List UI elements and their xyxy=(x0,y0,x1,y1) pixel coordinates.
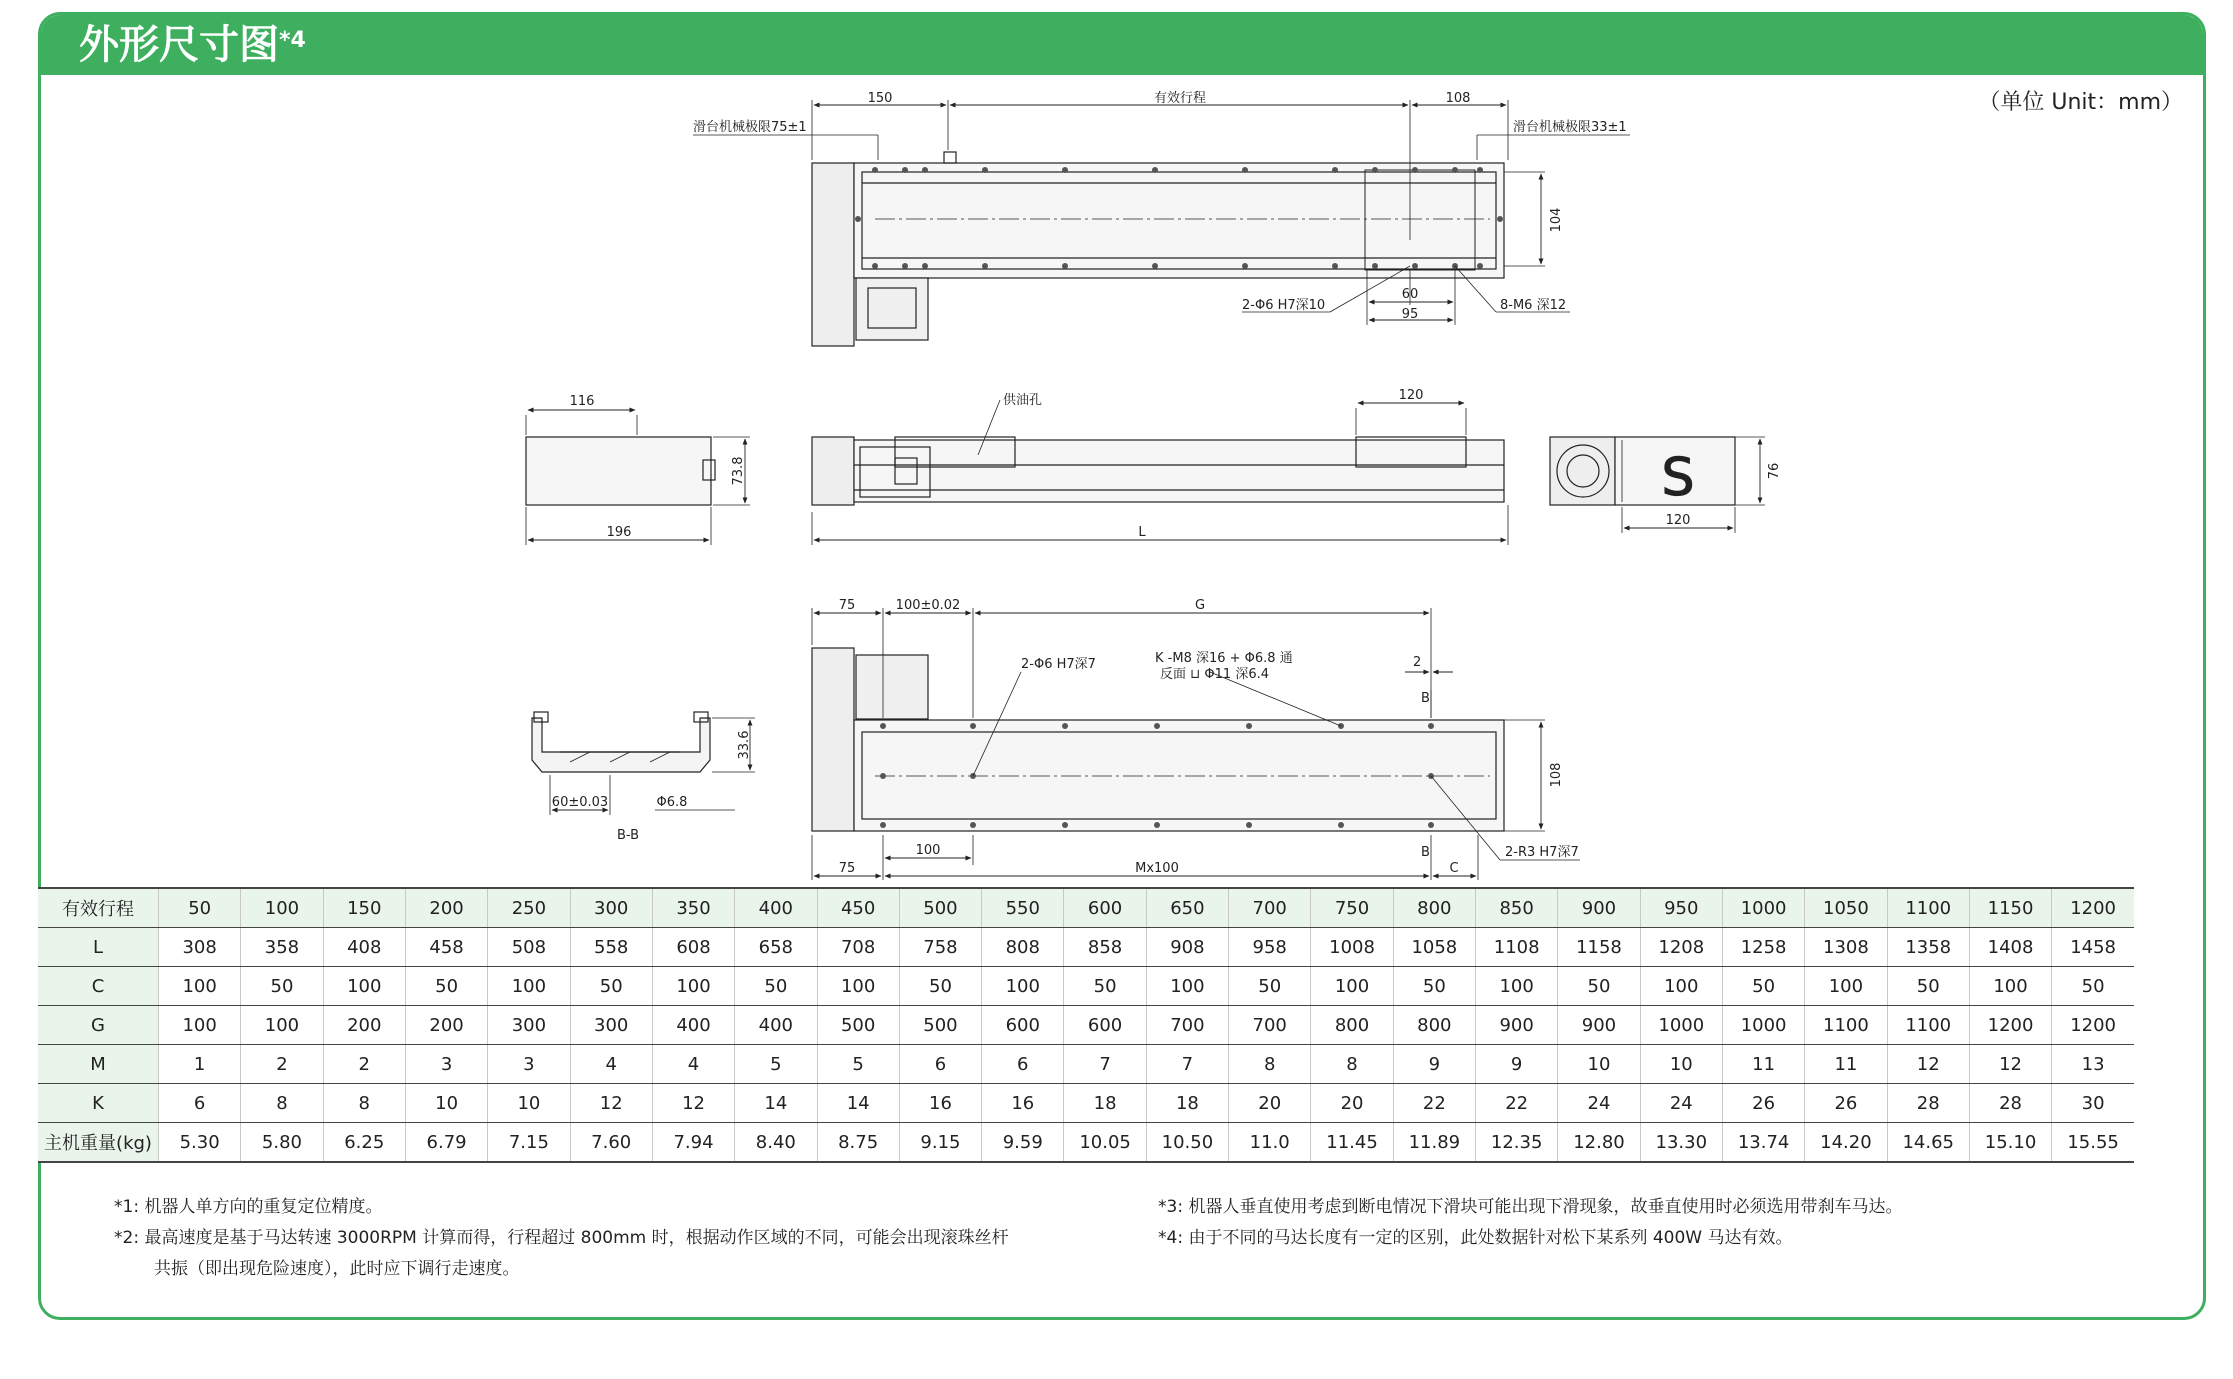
table-cell: 5 xyxy=(817,1045,899,1084)
table-cell: 1200 xyxy=(2052,888,2134,928)
table-cell: 24 xyxy=(1640,1084,1722,1123)
dim-100: 100 xyxy=(915,843,941,858)
table-cell: 8 xyxy=(1311,1045,1393,1084)
table-cell: 6.25 xyxy=(323,1123,405,1163)
table-cell: 300 xyxy=(570,1006,652,1045)
table-cell: 100 xyxy=(241,888,323,928)
table-cell: 1000 xyxy=(1640,1006,1722,1045)
spec-table xyxy=(38,887,2134,1163)
table-cell: 11.0 xyxy=(1229,1123,1311,1163)
table-cell: 500 xyxy=(899,1006,981,1045)
section-60: 60±0.03 xyxy=(551,795,609,810)
dim-76: 76 xyxy=(1767,462,1782,480)
table-cell: 12 xyxy=(570,1084,652,1123)
row-header: L xyxy=(38,928,159,967)
table-cell: 558 xyxy=(570,928,652,967)
table-cell: 50 xyxy=(1722,967,1804,1006)
note-1: *1: 机器人单方向的重复定位精度。 xyxy=(114,1197,383,1217)
dim-73-8: 73.8 xyxy=(731,456,746,486)
row-header: M xyxy=(38,1045,159,1084)
note-3: *3: 机器人垂直使用考虑到断电情况下滑块可能出现下滑现象，故垂直使用时必须选用带刹车马达。 xyxy=(1158,1197,1903,1217)
table-cell: 608 xyxy=(652,928,734,967)
table-cell: 18 xyxy=(1064,1084,1146,1123)
table-cell: 50 xyxy=(735,967,817,1006)
table-cell: 18 xyxy=(1146,1084,1228,1123)
side-view xyxy=(526,400,1765,545)
oil-hole-label: 供油孔 xyxy=(1003,393,1043,408)
dim-B1: B xyxy=(1421,691,1430,706)
table-cell: 1200 xyxy=(2052,1006,2134,1045)
table-cell: 3 xyxy=(405,1045,487,1084)
table-cell: 500 xyxy=(817,1006,899,1045)
dim-100-002: 100±0.02 xyxy=(895,598,961,613)
dim-108: 108 xyxy=(1549,762,1564,788)
table-cell: 8 xyxy=(323,1084,405,1123)
table-cell: 100 xyxy=(159,1006,241,1045)
table-cell: 10.05 xyxy=(1064,1123,1146,1163)
table-cell: 11 xyxy=(1805,1045,1887,1084)
r-hole-label: 2-R3 H7深7 xyxy=(1505,845,1579,860)
table-cell: 100 xyxy=(1146,967,1228,1006)
table-cell: 1150 xyxy=(1969,888,2051,928)
table-cell: 10 xyxy=(1640,1045,1722,1084)
table-cell: 20 xyxy=(1311,1084,1393,1123)
table-cell: 50 xyxy=(899,967,981,1006)
table-cell: 400 xyxy=(652,1006,734,1045)
table-cell: 1050 xyxy=(1805,888,1887,928)
table-cell: 50 xyxy=(405,967,487,1006)
table-cell: 1408 xyxy=(1969,928,2051,967)
table-cell: 1008 xyxy=(1311,928,1393,967)
dim-75a: 75 xyxy=(838,598,856,613)
table-cell: 1458 xyxy=(2052,928,2134,967)
table-cell: 9.59 xyxy=(982,1123,1064,1163)
table-cell: 950 xyxy=(1640,888,1722,928)
table-cell: 15.10 xyxy=(1969,1123,2051,1163)
table-cell: 100 xyxy=(1476,967,1558,1006)
table-cell: 22 xyxy=(1476,1084,1558,1123)
table-cell: 10.50 xyxy=(1146,1123,1228,1163)
k-holes-label-2: 反面 ⊔ Φ11 深6.4 xyxy=(1160,667,1269,682)
table-cell: 2 xyxy=(323,1045,405,1084)
page-title: 外形尺寸图$^{*4}$ xyxy=(79,22,306,68)
table-cell: 100 xyxy=(488,967,570,1006)
table-cell: 26 xyxy=(1722,1084,1804,1123)
pin-hole-label: 2-Φ6 H7深7 xyxy=(1021,657,1096,672)
table-row xyxy=(38,967,2134,1006)
table-cell: 900 xyxy=(1558,888,1640,928)
dim-stroke: 有效行程 xyxy=(1153,91,1207,106)
table-cell: 408 xyxy=(323,928,405,967)
hole-tap-label: 8-M6 深12 xyxy=(1500,298,1567,313)
table-cell: 508 xyxy=(488,928,570,967)
dim-75b: 75 xyxy=(838,861,856,876)
table-cell: 100 xyxy=(652,967,734,1006)
table-cell: 100 xyxy=(1640,967,1722,1006)
table-cell: 1100 xyxy=(1887,1006,1969,1045)
table-row xyxy=(38,1084,2134,1123)
table-row xyxy=(38,1006,2134,1045)
table-cell: 1358 xyxy=(1887,928,1969,967)
table-cell: 5 xyxy=(735,1045,817,1084)
dim-2: 2 xyxy=(1413,655,1422,670)
table-cell: 10 xyxy=(488,1084,570,1123)
table-cell: 5.30 xyxy=(159,1123,241,1163)
table-cell: 14 xyxy=(735,1084,817,1123)
table-cell: 2 xyxy=(241,1045,323,1084)
row-header: G xyxy=(38,1006,159,1045)
section-68: Φ6.8 xyxy=(656,795,688,810)
table-cell: 6.79 xyxy=(405,1123,487,1163)
table-cell: 6 xyxy=(899,1045,981,1084)
table-cell: 12 xyxy=(1887,1045,1969,1084)
table-cell: 50 xyxy=(1229,967,1311,1006)
table-cell: 4 xyxy=(570,1045,652,1084)
dim-120b: 120 xyxy=(1665,513,1691,528)
table-cell: 12.35 xyxy=(1476,1123,1558,1163)
table-cell: 150 xyxy=(323,888,405,928)
table-cell: 700 xyxy=(1229,1006,1311,1045)
table-cell: 11.89 xyxy=(1393,1123,1475,1163)
table-cell: 708 xyxy=(817,928,899,967)
table-cell: 400 xyxy=(735,888,817,928)
table-cell: 1258 xyxy=(1722,928,1804,967)
table-cell: 3 xyxy=(488,1045,570,1084)
table-cell: 800 xyxy=(1393,1006,1475,1045)
table-cell: 600 xyxy=(1064,1006,1146,1045)
table-cell: 1308 xyxy=(1805,928,1887,967)
table-cell: 1208 xyxy=(1640,928,1722,967)
table-cell: 650 xyxy=(1146,888,1228,928)
table-cell: 700 xyxy=(1229,888,1311,928)
table-cell: 750 xyxy=(1311,888,1393,928)
table-cell: 12 xyxy=(652,1084,734,1123)
table-cell: 30 xyxy=(2052,1084,2134,1123)
table-cell: 1158 xyxy=(1558,928,1640,967)
table-cell: 958 xyxy=(1229,928,1311,967)
table-cell: 11 xyxy=(1722,1045,1804,1084)
table-cell: 250 xyxy=(488,888,570,928)
table-row xyxy=(38,928,2134,967)
dim-196: 196 xyxy=(606,525,632,540)
note-4: *4: 由于不同的马达长度有一定的区别，此处数据针对松下某系列 400W 马达有效。 xyxy=(1158,1228,1793,1248)
table-cell: 308 xyxy=(159,928,241,967)
table-cell: 16 xyxy=(899,1084,981,1123)
table-cell: 100 xyxy=(323,967,405,1006)
table-cell: 26 xyxy=(1805,1084,1887,1123)
table-cell: 10 xyxy=(405,1084,487,1123)
table-cell: 808 xyxy=(982,928,1064,967)
table-cell: 800 xyxy=(1393,888,1475,928)
table-cell: 6 xyxy=(159,1084,241,1123)
dim-B2: B xyxy=(1421,845,1430,860)
table-cell: 8 xyxy=(241,1084,323,1123)
table-cell: 1 xyxy=(159,1045,241,1084)
table-row xyxy=(38,888,2134,928)
table-cell: 28 xyxy=(1887,1084,1969,1123)
table-cell: 8 xyxy=(1229,1045,1311,1084)
table-cell: 1100 xyxy=(1805,1006,1887,1045)
table-cell: 15.55 xyxy=(2052,1123,2134,1163)
table-cell: 450 xyxy=(817,888,899,928)
table-cell: 4 xyxy=(652,1045,734,1084)
table-cell: 100 xyxy=(1311,967,1393,1006)
table-cell: 12 xyxy=(1969,1045,2051,1084)
table-cell: 50 xyxy=(1064,967,1146,1006)
table-row xyxy=(38,1045,2134,1084)
dim-116: 116 xyxy=(569,394,595,409)
bottom-view xyxy=(532,608,1580,880)
table-cell: 100 xyxy=(1805,967,1887,1006)
row-header: K xyxy=(38,1084,159,1123)
table-cell: 7.94 xyxy=(652,1123,734,1163)
table-cell: 100 xyxy=(817,967,899,1006)
table-cell: 9 xyxy=(1393,1045,1475,1084)
table-cell: 12.80 xyxy=(1558,1123,1640,1163)
table-cell: 900 xyxy=(1558,1006,1640,1045)
section-label: B-B xyxy=(616,828,640,843)
table-cell: 458 xyxy=(405,928,487,967)
table-cell: 50 xyxy=(1393,967,1475,1006)
table-cell: 7 xyxy=(1064,1045,1146,1084)
table-cell: 100 xyxy=(159,967,241,1006)
table-cell: 50 xyxy=(241,967,323,1006)
table-cell: 600 xyxy=(1064,888,1146,928)
table-cell: 50 xyxy=(1558,967,1640,1006)
table-cell: 50 xyxy=(570,967,652,1006)
table-cell: 13.30 xyxy=(1640,1123,1722,1163)
section-336: 33.6 xyxy=(737,730,752,760)
table-cell: 1100 xyxy=(1887,888,1969,928)
table-cell: 200 xyxy=(405,888,487,928)
table-cell: 850 xyxy=(1476,888,1558,928)
table-cell: 16 xyxy=(982,1084,1064,1123)
table-cell: 1000 xyxy=(1722,1006,1804,1045)
table-cell: 50 xyxy=(159,888,241,928)
title-footnote-mark: *4 xyxy=(279,28,306,53)
table-cell: 28 xyxy=(1969,1084,2051,1123)
table-cell: 7.60 xyxy=(570,1123,652,1163)
table-row xyxy=(38,1123,2134,1163)
limit-right: 滑台机械极限33±1 xyxy=(1513,120,1627,135)
table-cell: 5.80 xyxy=(241,1123,323,1163)
table-cell: 14 xyxy=(817,1084,899,1123)
top-view xyxy=(693,100,1630,346)
table-cell: 8.40 xyxy=(735,1123,817,1163)
dim-108: 108 xyxy=(1445,91,1471,106)
unit-label: （单位 Unit：mm） xyxy=(1978,90,2183,115)
table-cell: 700 xyxy=(1146,1006,1228,1045)
dim-150: 150 xyxy=(867,91,893,106)
table-cell: 800 xyxy=(1311,1006,1393,1045)
table-cell: 400 xyxy=(735,1006,817,1045)
table-cell: 900 xyxy=(1476,1006,1558,1045)
dim-C: C xyxy=(1449,861,1459,876)
table-cell: 22 xyxy=(1393,1084,1475,1123)
table-cell: 858 xyxy=(1064,928,1146,967)
table-cell: 50 xyxy=(1887,967,1969,1006)
table-cell: 9 xyxy=(1476,1045,1558,1084)
note-2a: *2: 最高速度是基于马达转速 3000RPM 计算而得，行程超过 800mm 时，根据动作区域的不同，可能会出现滚珠丝杆 xyxy=(114,1228,1009,1248)
table-cell: 13 xyxy=(2052,1045,2134,1084)
row-header: 有效行程 xyxy=(38,888,159,928)
table-cell: 1200 xyxy=(1969,1006,2051,1045)
table-cell: 50 xyxy=(2052,967,2134,1006)
table-cell: 200 xyxy=(405,1006,487,1045)
table-cell: 14.65 xyxy=(1887,1123,1969,1163)
table-cell: 600 xyxy=(982,1006,1064,1045)
table-cell: 13.74 xyxy=(1722,1123,1804,1163)
dim-95: 95 xyxy=(1401,307,1419,322)
table-cell: 100 xyxy=(1969,967,2051,1006)
table-cell: 1108 xyxy=(1476,928,1558,967)
row-header: C xyxy=(38,967,159,1006)
table-cell: 300 xyxy=(570,888,652,928)
table-cell: 100 xyxy=(241,1006,323,1045)
dim-Mx100: Mx100 xyxy=(1135,861,1179,876)
table-cell: 350 xyxy=(652,888,734,928)
table-cell: 758 xyxy=(899,928,981,967)
table-cell: 358 xyxy=(241,928,323,967)
dim-60: 60 xyxy=(1401,287,1419,302)
dim-120: 120 xyxy=(1398,388,1424,403)
table-cell: 300 xyxy=(488,1006,570,1045)
table-cell: 14.20 xyxy=(1805,1123,1887,1163)
table-cell: 908 xyxy=(1146,928,1228,967)
dim-G: G xyxy=(1194,598,1206,613)
table-cell: 7.15 xyxy=(488,1123,570,1163)
row-header: 主机重量(kg) xyxy=(38,1123,159,1163)
limit-left: 滑台机械极限75±1 xyxy=(693,120,807,135)
dim-L: L xyxy=(1138,525,1146,540)
table-cell: 7 xyxy=(1146,1045,1228,1084)
table-cell: 20 xyxy=(1229,1084,1311,1123)
table-cell: 100 xyxy=(982,967,1064,1006)
table-cell: 1000 xyxy=(1722,888,1804,928)
table-cell: 24 xyxy=(1558,1084,1640,1123)
hole-pin-label: 2-Φ6 H7深10 xyxy=(1242,298,1326,313)
table-cell: 8.75 xyxy=(817,1123,899,1163)
table-cell: 1058 xyxy=(1393,928,1475,967)
table-cell: 6 xyxy=(982,1045,1064,1084)
logo-letter: S xyxy=(1661,448,1695,508)
k-holes-label-1: K -M8 深16 + Φ6.8 通 xyxy=(1155,651,1293,666)
note-2b: 共振（即出现危险速度），此时应下调行走速度。 xyxy=(154,1259,520,1279)
table-cell: 11.45 xyxy=(1311,1123,1393,1163)
dim-104: 104 xyxy=(1549,207,1564,233)
table-cell: 658 xyxy=(735,928,817,967)
table-cell: 500 xyxy=(899,888,981,928)
table-cell: 550 xyxy=(982,888,1064,928)
table-cell: 9.15 xyxy=(899,1123,981,1163)
table-cell: 10 xyxy=(1558,1045,1640,1084)
table-cell: 200 xyxy=(323,1006,405,1045)
